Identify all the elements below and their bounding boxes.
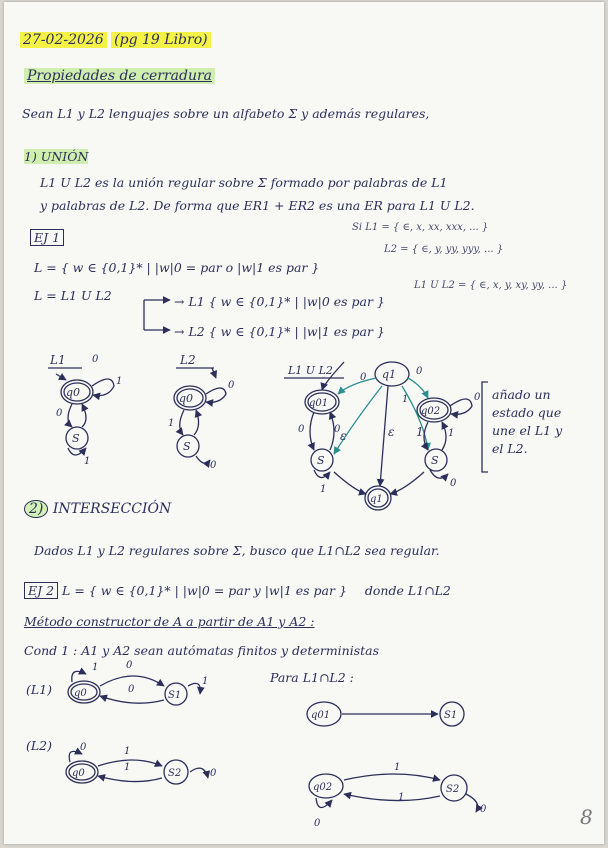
svg-text:q1: q1 — [382, 368, 397, 381]
svg-text:1: 1 — [168, 418, 175, 429]
page-number: 8 — [580, 805, 593, 829]
union-heading: 1) UNIÓN — [24, 149, 89, 164]
svg-text:0: 0 — [128, 684, 135, 695]
svg-text:S2: S2 — [446, 784, 460, 795]
svg-text:q0: q0 — [74, 688, 87, 699]
title-text: Propiedades de cerradura — [24, 68, 215, 84]
ej1-label: EJ 1 — [30, 230, 64, 245]
automaton-inter-result-2 — [309, 762, 487, 829]
svg-text:0: 0 — [474, 392, 481, 403]
svg-text:q02: q02 — [313, 782, 333, 793]
svg-text:1: 1 — [320, 484, 327, 495]
svg-text:0: 0 — [210, 768, 217, 779]
note-bracket — [482, 382, 488, 472]
union-line-2: y palabras de L2. De forma que ER1 + ER2 es una ER para L1 U L2. — [40, 198, 475, 213]
svg-text:q01: q01 — [311, 710, 331, 721]
svg-text:q0: q0 — [179, 392, 194, 405]
intersection-line-1: Dados L1 y L2 regulares sobre Σ, busco que L1∩L2 sea regular. — [34, 543, 440, 558]
svg-text:q01: q01 — [309, 398, 329, 409]
svg-text:S: S — [431, 454, 439, 467]
ej1-split: L = L1 U L2 — [34, 288, 112, 303]
svg-text:1: 1 — [416, 425, 424, 439]
svg-text:0: 0 — [126, 660, 133, 671]
state-s-label: S — [72, 432, 80, 445]
para-label: Para L1∩L2 : — [270, 670, 354, 685]
svg-text:1: 1 — [92, 662, 99, 673]
svg-text:0: 0 — [210, 460, 217, 471]
svg-text:S: S — [183, 440, 191, 453]
intro-text: Sean L1 y L2 lenguajes sobre un alfabeto Σ y además regulares, — [22, 106, 430, 121]
svg-text:q1: q1 — [370, 494, 383, 505]
svg-text:1: 1 — [202, 676, 209, 687]
svg-text:1: 1 — [84, 456, 91, 467]
svg-text:1: 1 — [448, 428, 455, 439]
automaton-inter-l2 — [66, 742, 217, 784]
svg-text:0: 0 — [298, 424, 305, 435]
intersection-heading: 2) INTERSECCIÓN — [24, 501, 171, 518]
svg-text:S: S — [317, 454, 325, 467]
side-note-2: L2 = { ∈, y, yy, yyy, ... } — [384, 244, 504, 255]
method-line: Método constructor de A a partir de A1 y A2 : — [24, 614, 315, 629]
svg-text:S2: S2 — [168, 768, 182, 779]
date: 27-02-2026 — [20, 32, 107, 48]
svg-text:1: 1 — [402, 394, 409, 405]
union-line-1: L1 U L2 es la unión regular sobre Σ formado por palabras de L1 — [40, 175, 448, 190]
svg-text:0: 0 — [450, 478, 457, 489]
automaton-l2 — [168, 353, 235, 471]
l1-definition: → L1 { w ∈ {0,1}* | |w|0 es par } — [174, 294, 385, 309]
svg-text:0: 0 — [480, 804, 487, 815]
page-reference: (pg 19 Libro) — [111, 32, 210, 48]
l2-label: L2 — [180, 353, 196, 367]
svg-text:q02: q02 — [421, 406, 441, 417]
svg-text:1: 1 — [124, 762, 131, 773]
svg-text:ε: ε — [388, 425, 395, 439]
svg-text:1: 1 — [124, 746, 131, 757]
svg-text:1: 1 — [398, 792, 405, 803]
svg-text:S1: S1 — [444, 710, 458, 721]
condition-line: Cond 1 : A1 y A2 sean autómatas finitos y deterministas — [24, 643, 380, 658]
ej1-language: L = { w ∈ {0,1}* | |w|0 = par o |w|1 es par } — [34, 260, 320, 275]
l2-definition: → L2 { w ∈ {0,1}* | |w|1 es par } — [174, 324, 385, 339]
svg-text:0: 0 — [314, 818, 321, 829]
union-side-note: añado un estado que une el L1 y el L2. — [492, 387, 563, 457]
automaton-union — [284, 362, 481, 510]
svg-text:q0: q0 — [72, 768, 85, 779]
l1-label: L1 — [50, 353, 66, 367]
side-note-3: L1 U L2 = { ∈, x, y, xy, yy, ... } — [414, 280, 568, 291]
union-label: L1 U L2 — [288, 364, 333, 377]
automaton-inter-result-1 — [307, 702, 464, 726]
state-q0-label: q0 — [66, 386, 81, 399]
l2-tag: (L2) — [26, 738, 53, 753]
svg-text:0: 0 — [92, 354, 99, 365]
svg-text:0: 0 — [360, 372, 367, 383]
side-note-1: Si L1 = { ∈, x, xx, xxx, ... } — [352, 222, 489, 233]
svg-text:0: 0 — [416, 366, 423, 377]
l1-tag: (L1) — [26, 682, 53, 697]
svg-text:0: 0 — [80, 742, 87, 753]
svg-text:0: 0 — [56, 408, 63, 419]
automaton-inter-l1 — [68, 660, 208, 705]
svg-text:1: 1 — [116, 376, 123, 387]
svg-text:1: 1 — [394, 762, 401, 773]
automaton-l1 — [48, 353, 122, 467]
svg-text:ε: ε — [340, 429, 347, 443]
svg-text:0: 0 — [228, 380, 235, 391]
automata-diagrams — [4, 2, 604, 844]
svg-text:0: 0 — [334, 424, 341, 435]
ej2-line: EJ 2 L = { w ∈ {0,1}* | |w|0 = par y |w|1 es par } donde L1∩L2 — [24, 583, 451, 598]
svg-text:S1: S1 — [168, 690, 182, 701]
notebook-page — [4, 2, 604, 844]
